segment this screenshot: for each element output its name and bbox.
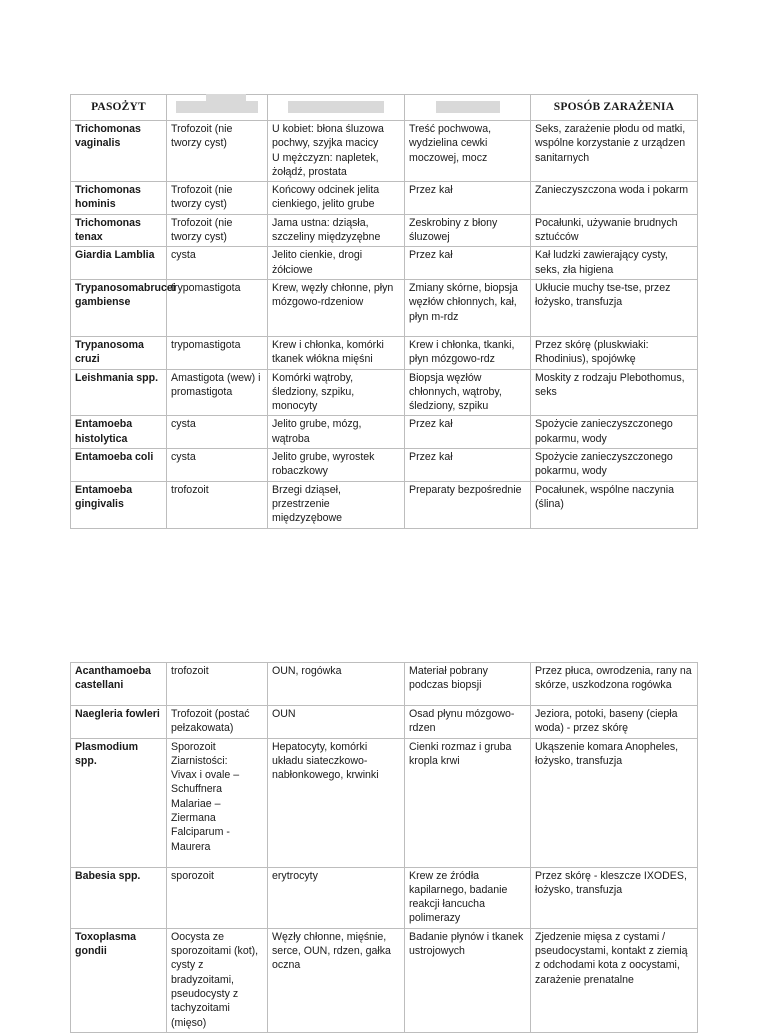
table-row (71, 279, 698, 336)
table-cell: Spożycie zanieczyszczonego pokarmu, wody (531, 416, 698, 449)
parasite-name-cell: Entamoeba histolytica (71, 416, 167, 449)
table-cell: Brzegi dziąseł, przestrzenie międzyzębowe (268, 481, 405, 528)
table-cell: Przez kał (405, 182, 531, 215)
parasite-name-cell: Naegleria fowleri (71, 706, 167, 739)
parasite-name-cell: Trypanosomabrucei gambiense (71, 279, 167, 336)
parasite-name-cell: Plasmodium spp. (71, 738, 167, 867)
table-cell: Krew, węzły chłonne, płyn mózgowo-rdzeniow (268, 279, 405, 336)
table-row (71, 663, 698, 706)
parasite-name-cell: Entamoeba gingivalis (71, 481, 167, 528)
table-row (71, 867, 698, 928)
parasite-table-1 (70, 94, 698, 529)
parasite-name-cell: Leishmania spp. (71, 369, 167, 416)
table-cell: Materiał pobrany podczas biopsji (405, 663, 531, 706)
table-cell: Krew ze źródła kapilarnego, badanie reakcji łancucha polimerazy (405, 867, 531, 928)
table-row (71, 416, 698, 449)
table-cell: Zmiany skórne, biopsja węzłów chłonnych, kał, płyn m-rdz (405, 279, 531, 336)
table-cell: Przez kał (405, 449, 531, 482)
table-cell: Zeskrobiny z błony śluzowej (405, 214, 531, 247)
table-cell: Osad płynu mózgowo-rdzen (405, 706, 531, 739)
parasite-name-cell: Giardia Lamblia (71, 247, 167, 280)
parasite-name-cell: Trichomonas hominis (71, 182, 167, 215)
table-cell: Jama ustna: dziąsła, szczeliny międzyzębne (268, 214, 405, 247)
parasite-name-cell: Toxoplasma gondii (71, 928, 167, 1032)
table-cell: OUN (268, 706, 405, 739)
table-cell: Jeziora, potoki, baseny (ciepła woda) - przez skórę (531, 706, 698, 739)
table-cell: Przez płuca, owrodzenia, rany na skórze, uszkodzona rogówka (531, 663, 698, 706)
header-parasite: PASOŻYT (71, 95, 167, 121)
table-cell: Preparaty bezpośrednie (405, 481, 531, 528)
table-cell: Cienki rozmaz i gruba kropla krwi (405, 738, 531, 867)
table-row (71, 481, 698, 528)
table-cell: Kał ludzki zawierający cysty, seks, zła higiena (531, 247, 698, 280)
table-row (71, 928, 698, 1032)
parasite-table-2 (70, 662, 698, 1033)
table-cell: Węzły chłonne, mięśnie, serce, OUN, rdzen, gałka oczna (268, 928, 405, 1032)
table-cell: trofozoit (167, 663, 268, 706)
table-cell: Końcowy odcinek jelita cienkiego, jelito grube (268, 182, 405, 215)
parasite-name-cell: Entamoeba coli (71, 449, 167, 482)
parasite-name-cell: Trichomonas tenax (71, 214, 167, 247)
table-cell: Treść pochwowa, wydzielina cewki moczowej, mocz (405, 121, 531, 182)
table-cell: Oocysta ze sporozoitami (kot), cysty z bradyzoitami, pseudocysty z tachyzoitami (mięso) (167, 928, 268, 1032)
table-row (71, 247, 698, 280)
parasite-name-cell: Acanthamoeba castellani (71, 663, 167, 706)
table-header-row (71, 95, 698, 121)
table-cell: Spożycie zanieczyszczonego pokarmu, wody (531, 449, 698, 482)
header-redacted-material (405, 95, 531, 121)
table-cell: Biopsja węzłów chłonnych, wątroby, śledziony, szpiku (405, 369, 531, 416)
table-cell: Badanie płynów i tkanek ustrojowych (405, 928, 531, 1032)
table-cell: Trofozoit (postać pełzakowata) (167, 706, 268, 739)
table-cell: Moskity z rodzaju Plebothomus, seks (531, 369, 698, 416)
table-cell: Ukąszenie komara Anopheles, łożysko, transfuzja (531, 738, 698, 867)
table-cell: Sporozoit Ziarnistości: Vivax i ovale – Schuffnera Malariae – Ziermana Falciparum - Maurera (167, 738, 268, 867)
table-row (71, 738, 698, 867)
table-cell: U kobiet: błona śluzowa pochwy, szyjka macicy U mężczyzn: napletek, żołądź, prostata (268, 121, 405, 182)
table-cell: Trofozoit (nie tworzy cyst) (167, 121, 268, 182)
table-cell: trofozoit (167, 481, 268, 528)
header-redacted-location (268, 95, 405, 121)
table-row (71, 182, 698, 215)
table-cell: Pocałunki, używanie brudnych sztućców (531, 214, 698, 247)
header-infection-route: SPOSÓB ZARAŻENIA (531, 95, 698, 121)
table-cell: Seks, zarażenie płodu od matki, wspólne korzystanie z urządzen sanitarnych (531, 121, 698, 182)
table-row (71, 449, 698, 482)
table-cell: Krew i chłonka, komórki tkanek włókna mięśni (268, 336, 405, 369)
table-cell: Przez kał (405, 247, 531, 280)
table-cell: OUN, rogówka (268, 663, 405, 706)
table-row (71, 369, 698, 416)
table-cell: Jelito grube, mózg, wątroba (268, 416, 405, 449)
table-cell: Trofozoit (nie tworzy cyst) (167, 214, 268, 247)
redaction-block (436, 101, 500, 113)
table-cell: trypomastigota (167, 336, 268, 369)
table-cell: Hepatocyty, komórki układu siateczkowo-nabłonkowego, krwinki (268, 738, 405, 867)
redaction-block (176, 101, 258, 113)
table-cell: Przez skórę (pluskwiaki: Rhodinius), spojówkę (531, 336, 698, 369)
table-cell: Komórki wątroby, śledziony, szpiku, monocyty (268, 369, 405, 416)
table-row (71, 214, 698, 247)
table-cell: Trofozoit (nie tworzy cyst) (167, 182, 268, 215)
parasite-name-cell: Trichomonas vaginalis (71, 121, 167, 182)
table-cell: Przez skórę - kleszcze IXODES, łożysko, transfuzja (531, 867, 698, 928)
table-cell: Jelito grube, wyrostek robaczkowy (268, 449, 405, 482)
table-cell: Krew i chłonka, tkanki, płyn mózgowo-rdz (405, 336, 531, 369)
table-cell: cysta (167, 416, 268, 449)
table-row (71, 336, 698, 369)
table-cell: cysta (167, 449, 268, 482)
table-cell: Przez kał (405, 416, 531, 449)
table-row (71, 121, 698, 182)
table-row (71, 706, 698, 739)
redaction-block (288, 101, 384, 113)
header-redacted-form (167, 95, 268, 121)
table-cell: Pocałunek, wspólne naczynia (ślina) (531, 481, 698, 528)
table-cell: Zjedzenie mięsa z cystami / pseudocystami, kontakt z ziemią z odchodami kota z oocystami, zarażenie prenatalne (531, 928, 698, 1032)
table-cell: Ukłucie muchy tse-tse, przez łożysko, transfuzja (531, 279, 698, 336)
parasite-name-cell: Babesia spp. (71, 867, 167, 928)
table-cell: cysta (167, 247, 268, 280)
table-cell: sporozoit (167, 867, 268, 928)
table-cell: trypomastigota (167, 279, 268, 336)
table-cell: Jelito cienkie, drogi żółciowe (268, 247, 405, 280)
table-cell: erytrocyty (268, 867, 405, 928)
table-cell: Zanieczyszczona woda i pokarm (531, 182, 698, 215)
parasite-name-cell: Trypanosoma cruzi (71, 336, 167, 369)
table-cell: Amastigota (wew) i promastigota (167, 369, 268, 416)
